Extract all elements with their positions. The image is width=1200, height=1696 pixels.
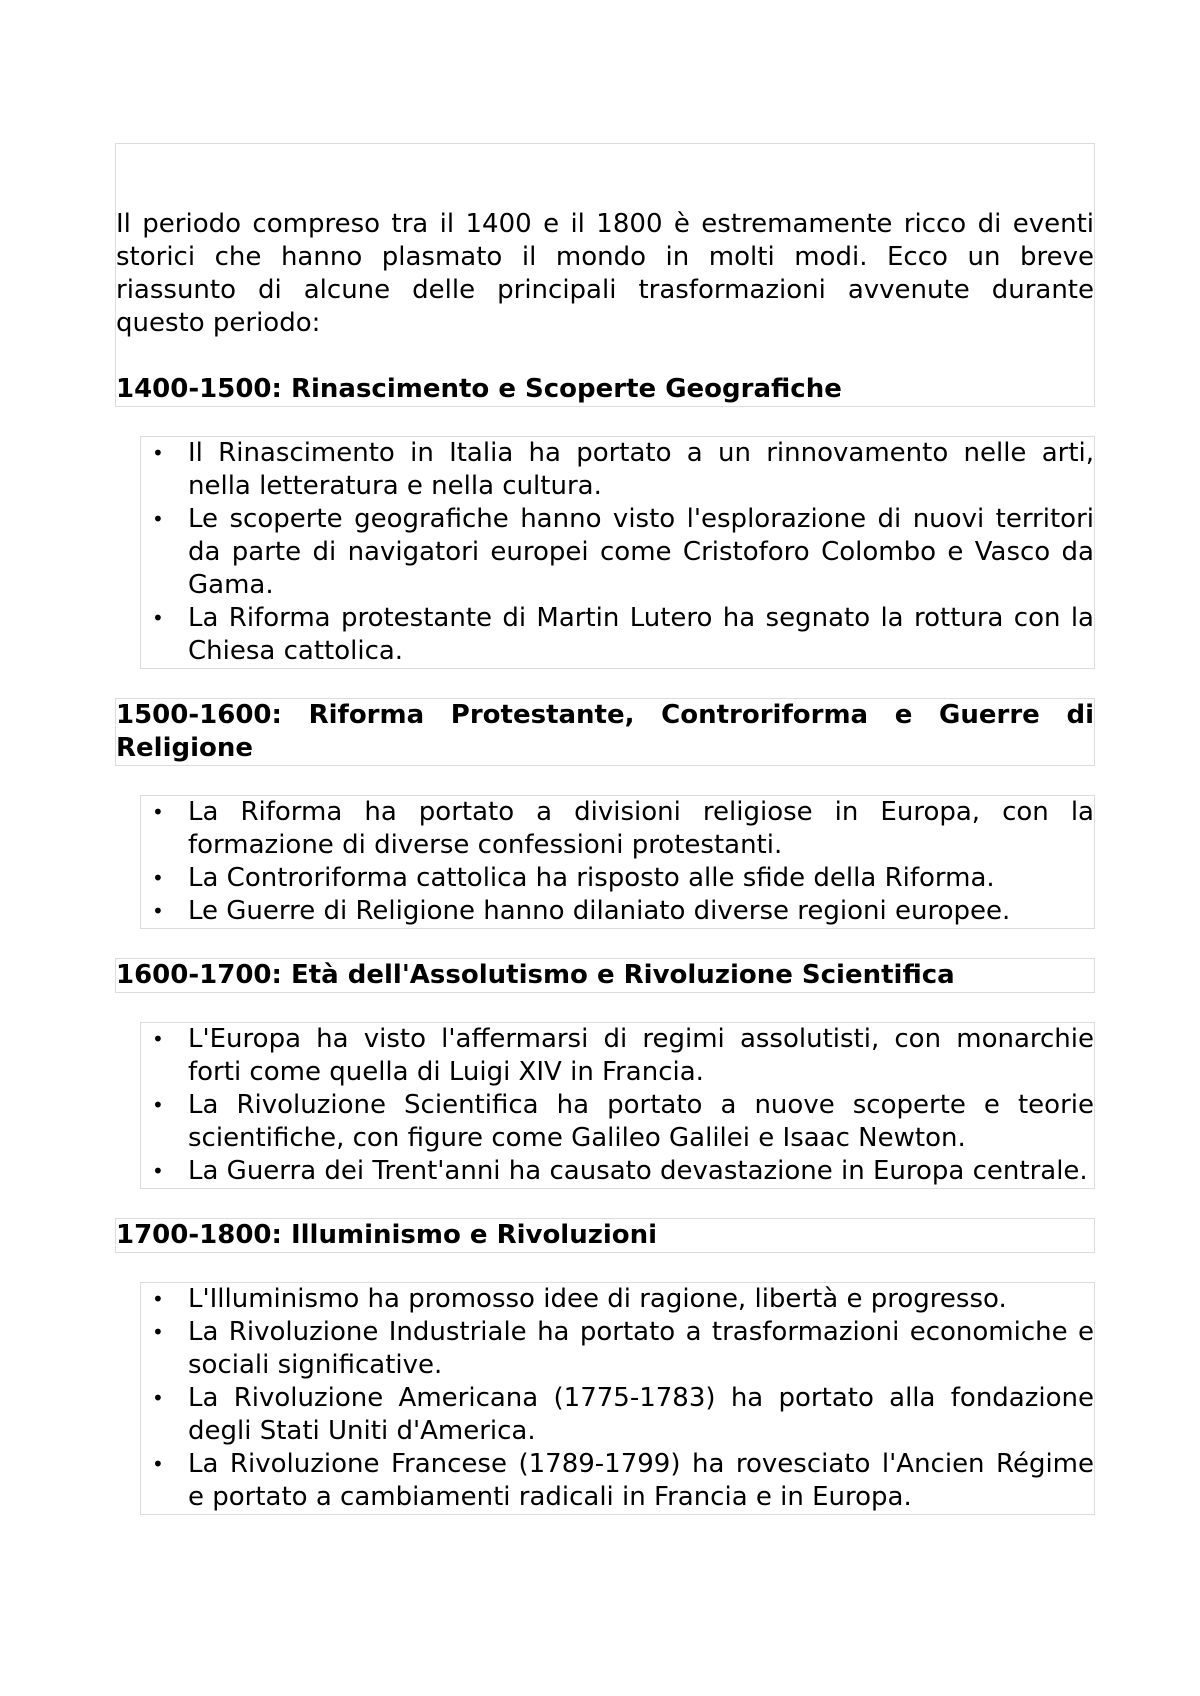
bullet-icon: •: [152, 1159, 164, 1183]
bullet-icon: •: [152, 441, 164, 465]
bullet-icon: •: [152, 1093, 164, 1117]
bullet-icon: •: [152, 507, 164, 531]
bullet-icon: •: [152, 606, 164, 630]
list-item: • La Rivoluzione Francese (1789-1799) ha rovesciato l'Ancien Régime e portato a cambiamenti radicali in Francia e in Europa.: [152, 1449, 1094, 1512]
list-item: • Il Rinascimento in Italia ha portato a un rinnovamento nelle arti, nella letteratura e nella cultura.: [152, 438, 1094, 501]
bullet-icon: •: [152, 800, 164, 824]
section-list-1400-1500: [140, 436, 1095, 669]
list-item: • L'Europa ha visto l'affermarsi di regimi assolutisti, con monarchie forti come quella di Luigi XIV in Francia.: [152, 1024, 1094, 1087]
list-item: • La Controriforma cattolica ha risposto alle sfide della Riforma.: [152, 863, 995, 893]
section-heading-1500-1600: 1500-1600: Riforma Protestante, Controriforma e Guerre di Religione: [116, 700, 1094, 763]
section-list-1700-1800: [140, 1282, 1095, 1515]
section-heading-box-3: [115, 958, 1095, 993]
section-heading-1400-1500: 1400-1500: Rinascimento e Scoperte Geografiche: [116, 374, 842, 404]
section-list-1600-1700: [140, 1022, 1095, 1189]
list-item: • Le scoperte geografiche hanno visto l'esplorazione di nuovi territori da parte di navigatori europei come Cristoforo Colombo e Vasco da Gama.: [152, 504, 1094, 600]
list-item: • La Rivoluzione Scientifica ha portato a nuove scoperte e teorie scientifiche, con figure come Galileo Galilei e Isaac Newton.: [152, 1090, 1094, 1153]
bullet-icon: •: [152, 899, 164, 923]
bullet-icon: •: [152, 1386, 164, 1410]
document-content: [115, 143, 1095, 1515]
list-item: • La Rivoluzione Americana (1775-1783) ha portato alla fondazione degli Stati Uniti d'America.: [152, 1383, 1094, 1446]
bullet-icon: •: [152, 1320, 164, 1344]
intro-paragraph: Il periodo compreso tra il 1400 e il 1800 è estremamente ricco di eventi storici che hanno plasmato il mondo in molti modi. Ecco un breve riassunto di alcune delle principali trasformazioni avvenute durante questo periodo:: [116, 209, 1094, 338]
list-item: • La Riforma ha portato a divisioni religiose in Europa, con la formazione di diverse confessioni protestanti.: [152, 797, 1094, 860]
section-heading-box-4: [115, 1218, 1095, 1253]
list-item: • La Riforma protestante di Martin Lutero ha segnato la rottura con la Chiesa cattolica.: [152, 603, 1094, 666]
intro-block: [115, 143, 1095, 407]
list-item: • L'Illuminismo ha promosso idee di ragione, libertà e progresso.: [152, 1284, 1007, 1314]
bullet-icon: •: [152, 1287, 164, 1311]
section-heading-box-2: [115, 698, 1095, 766]
section-heading-1700-1800: 1700-1800: Illuminismo e Rivoluzioni: [116, 1220, 658, 1250]
list-item: • Le Guerre di Religione hanno dilaniato diverse regioni europee.: [152, 896, 1011, 926]
list-item: • La Rivoluzione Industriale ha portato a trasformazioni economiche e sociali significative.: [152, 1317, 1094, 1380]
section-heading-1600-1700: 1600-1700: Età dell'Assolutismo e Rivoluzione Scientifica: [116, 960, 955, 990]
bullet-icon: •: [152, 1027, 164, 1051]
list-item: • La Guerra dei Trent'anni ha causato devastazione in Europa centrale.: [152, 1156, 1088, 1186]
bullet-icon: •: [152, 1452, 164, 1476]
section-heading-box-1: [116, 373, 1094, 406]
section-list-1500-1600: [140, 795, 1095, 929]
bullet-icon: •: [152, 866, 164, 890]
